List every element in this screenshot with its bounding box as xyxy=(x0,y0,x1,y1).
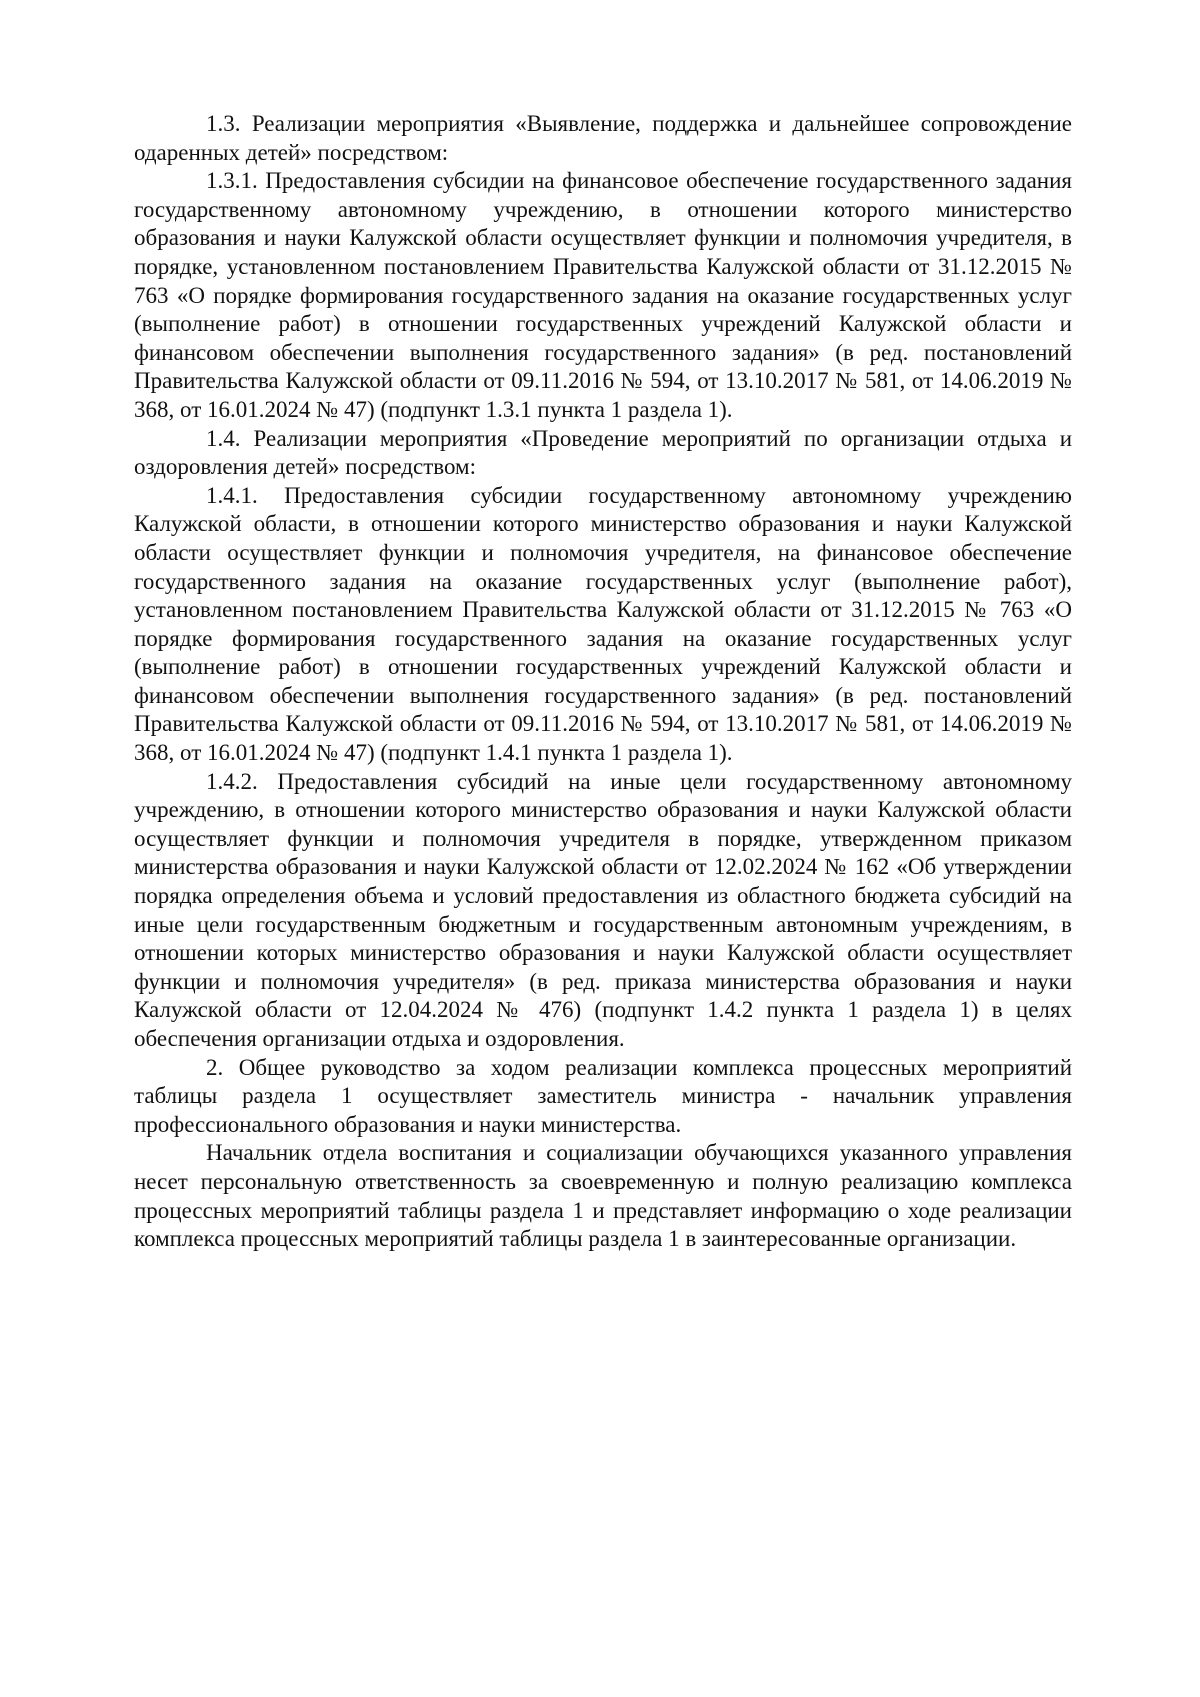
document-page xyxy=(134,110,1072,1254)
paragraph-2: 2. Общее руководство за ходом реализации комплекса процессных мероприятий таблицы раздела 1 осуществляет заместитель министра - начальник управления профессионального образования и науки министерства. xyxy=(134,1054,1072,1137)
paragraph-1-4: 1.4. Реализации мероприятия «Проведение мероприятий по организации отдыха и оздоровления детей» посредством: xyxy=(134,425,1072,480)
paragraph-1-3: 1.3. Реализации мероприятия «Выявление, поддержка и дальнейшее сопровождение одаренных детей» посредством: xyxy=(134,111,1072,165)
paragraph-responsibility: Начальник отдела воспитания и социализации обучающихся указанного управления несет персональную ответственность за своевременную и полную реализацию комплекса процессных мероприятий таблицы раздела 1 и представляет информацию о ходе реализации комплекса процессных мероприятий таблицы раздела 1 в заинтересованные организации. xyxy=(134,1140,1072,1252)
paragraph-1-4-2: 1.4.2. Предоставления субсидий на иные цели государственному автономному учреждению, в отношении которого министерство образования и науки Калужской области осуществляет функции и полномочия учредителя в порядке, утвержденном приказом министерства образования и науки Калужской области от 12.02.2024 № 162 «Об утверждении порядка определения объема и условий предоставления из областного бюджета субсидий на иные цели государственным бюджетным и государственным автономным учреждениям, в отношении которых министерство образования и науки Калужской области осуществляет функции и полномочия учредителя» (в ред. приказа министерства образования и науки Калужской области от 12.04.2024 № 476) (подпункт 1.4.2 пункта 1 раздела 1) в целях обеспечения организации отдыха и оздоровления. xyxy=(134,768,1072,1051)
paragraph-1-3-1: 1.3.1. Предоставления субсидии на финансовое обеспечение государственного задания государственному автономному учреждению, в отношении которого министерство образования и науки Калужской области осуществляет функции и полномочия учредителя, в порядке, установленном постановлением Правительства Калужской области от 31.12.2015 № 763 «О порядке формирования государственного задания на оказание государственных услуг (выполнение работ) в отношении государственных учреждений Калужской области и финансовом обеспечении выполнения государственного задания» (в ред. постановлений Правительства Калужской области от 09.11.2016 № 594, от 13.10.2017 № 581, от 14.06.2019 № 368, от 16.01.2024 № 47) (подпункт 1.3.1 пункта 1 раздела 1). xyxy=(134,168,1072,422)
paragraph-1-4-1: 1.4.1. Предоставления субсидии государственному автономному учреждению Калужской области, в отношении которого министерство образования и науки Калужской области осуществляет функции и полномочия учредителя, на финансовое обеспечение государственного задания на оказание государственных услуг (выполнение работ), установленном постановлением Правительства Калужской области от 31.12.2015 № 763 «О порядке формирования государственного задания на оказание государственных услуг (выполнение работ) в отношении государственных учреждений Калужской области и финансовом обеспечении выполнения государственного задания» (в ред. постановлений Правительства Калужской области от 09.11.2016 № 594, от 13.10.2017 № 581, от 14.06.2019 № 368, от 16.01.2024 № 47) (подпункт 1.4.1 пункта 1 раздела 1). xyxy=(134,482,1072,766)
